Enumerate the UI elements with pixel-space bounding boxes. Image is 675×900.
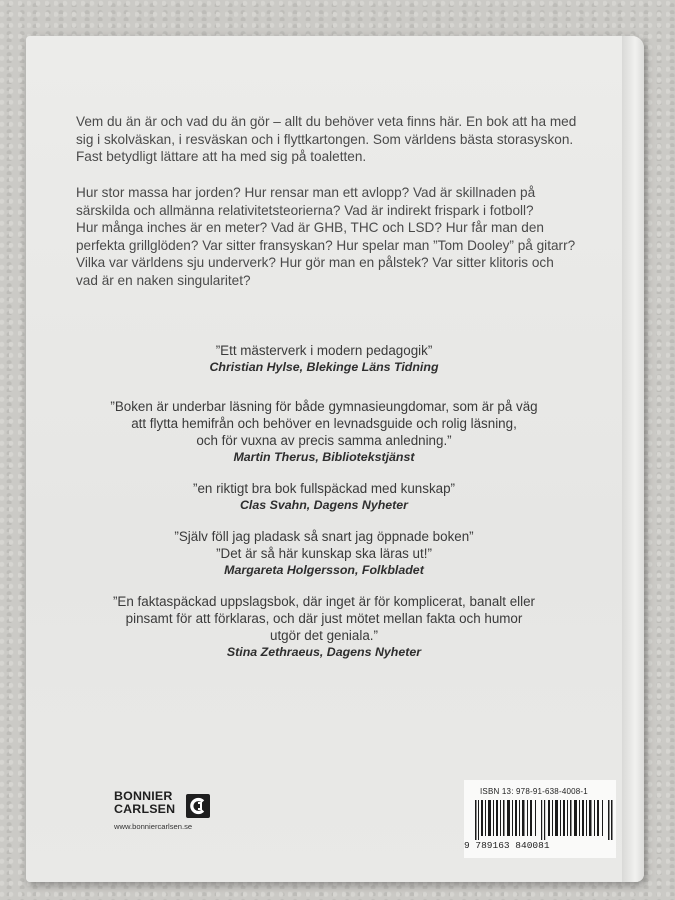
blurb-paragraph-1 xyxy=(76,113,614,166)
quote-text: och för vuxna av precis samma anledning.” xyxy=(196,433,452,448)
blurb-line: Hur många inches är en meter? Vad är GHB, THC och LSD? Hur får man den xyxy=(76,220,544,235)
publisher-name-line-2: CARLSEN xyxy=(114,802,176,816)
barcode xyxy=(475,800,613,840)
isbn-number: ISBN 13: 978-91-638-4008-1 xyxy=(480,787,588,796)
quote-text: att flytta hemifrån och behöver en levnadsguide och rolig läsning, xyxy=(131,416,517,431)
review-quote xyxy=(26,528,622,579)
quote-author: Stina Zethraeus, Dagens Nyheter xyxy=(226,645,422,659)
blurb-line: Fast betydligt lättare att ha med sig på toaletten. xyxy=(76,149,367,164)
quote-text: ”Ett mästerverk i modern pedagogik” xyxy=(215,343,433,358)
quote-text: ”en riktigt bra bok fullspäckad med kunskap” xyxy=(193,481,455,496)
barcode-digits: 9 789163 840081 xyxy=(464,840,550,851)
review-quote xyxy=(26,398,622,466)
blurb-paragraph-2 xyxy=(76,184,614,289)
blurb-line: särskilda och allmänna relativitetsteorierna? Vad är indirekt frispark i fotboll? xyxy=(76,202,534,218)
blurb-line: vad är en naken singularitet? xyxy=(76,272,251,288)
quote-author: Clas Svahn, Dagens Nyheter xyxy=(239,498,409,512)
review-quote xyxy=(26,342,622,376)
quote-text: ”Själv föll jag pladask så snart jag öppnade boken” xyxy=(174,529,474,544)
quote-text: utgör det geniala.” xyxy=(270,628,378,643)
book-spine xyxy=(622,36,644,882)
quote-text: pinsamt för att förklaras, och där just mötet mellan fakta och humor xyxy=(125,611,523,626)
publisher-name xyxy=(114,790,254,816)
publisher-logo xyxy=(114,790,254,816)
bonnier-carlsen-logo-icon xyxy=(186,794,210,818)
quote-author: Margareta Holgersson, Folkbladet xyxy=(224,563,424,577)
publisher-name-line-1: BONNIER xyxy=(114,789,173,803)
publisher-url: www.bonniercarlsen.se xyxy=(114,822,193,831)
blurb-line: sig i skolväskan, i resväskan och i flyttkartongen. Som världens bästa storasyskon. xyxy=(76,131,574,147)
quote-text: ”Boken är underbar läsning för både gymnasieungdomar, som är på väg xyxy=(110,399,538,414)
blurb-line: Vem du än är och vad du än gör – allt du behöver veta finns här. En bok att ha med xyxy=(76,114,577,129)
blurb-line: Vilka var världens sju underverk? Hur gör man en pålstek? Var sitter klitoris och xyxy=(76,255,554,270)
review-quote xyxy=(26,593,622,661)
blurb-line: Hur stor massa har jorden? Hur rensar man ett avlopp? Vad är skillnaden på xyxy=(76,185,536,200)
quote-author: Martin Therus, Bibliotekstjänst xyxy=(233,450,415,464)
review-quotes xyxy=(26,342,622,675)
blurb-line: perfekta grillglöden? Var sitter fransyskan? Hur spelar man ”Tom Dooley” på gitarr? xyxy=(76,237,576,253)
quote-author: Christian Hylse, Blekinge Läns Tidning xyxy=(209,360,439,374)
quote-text: ”Det är så här kunskap ska läras ut!” xyxy=(216,546,432,561)
quote-text: ”En faktaspäckad uppslagsbok, där inget är för komplicerat, banalt eller xyxy=(112,594,536,609)
review-quote xyxy=(26,480,622,514)
